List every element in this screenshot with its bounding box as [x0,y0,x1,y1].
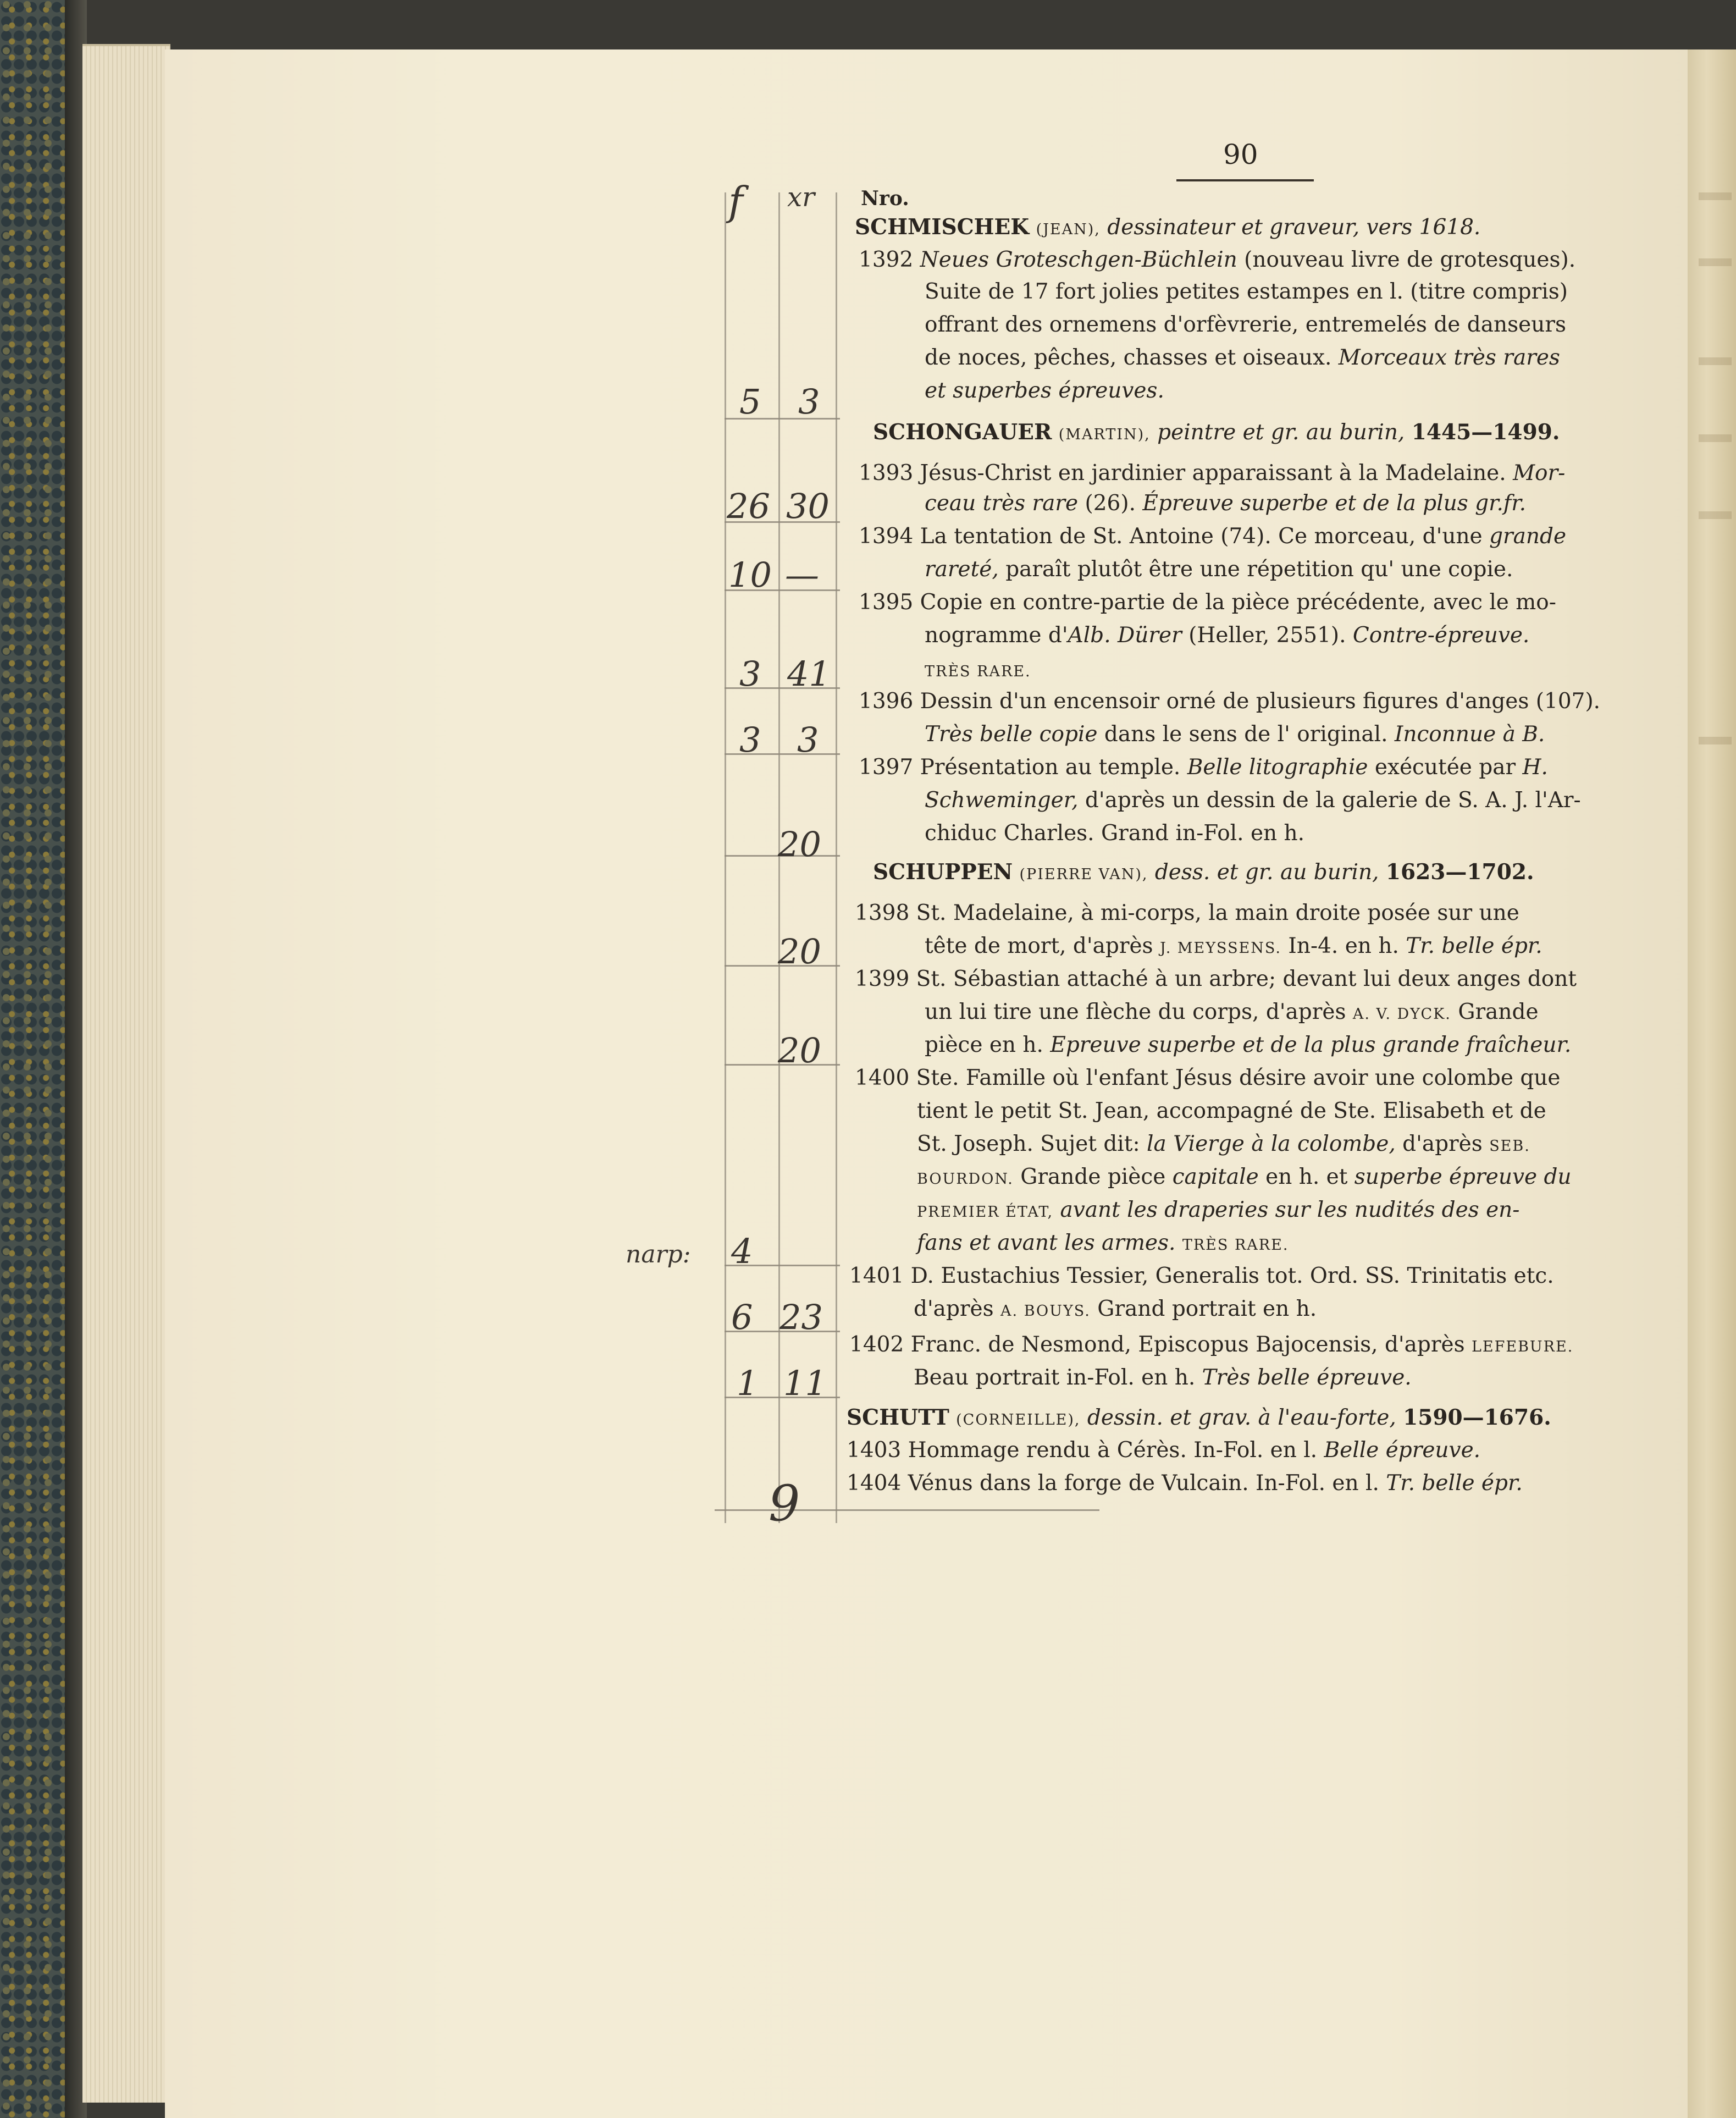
entry-1395: 1395 Copie en contre-partie de la pièce précédente, avec le mo- [859,590,1556,615]
entry-line: tête de mort, d'après J. MEYSSENS. In-4. en h. Tr. belle épr. [925,934,1543,958]
entry-line: d'après A. BOUYS. Grand portrait en h. [914,1297,1317,1321]
entry-1398: 1398 St. Madelaine, à mi-corps, la main droite posée sur une [855,901,1519,925]
entry-line: et superbes épreuves. [925,378,1164,403]
entry-1404: 1404 Vénus dans la forge de Vulcain. In-Fol. en l. Tr. belle épr. [847,1471,1523,1496]
entry-1392: 1392 Neues Groteschgen-Büchlein (nouveau livre de grotesques). [859,247,1576,272]
handwritten-price: 10 [728,555,772,595]
entry-1393: 1393 Jésus-Christ en jardinier apparaissant à la Madelaine. Mor- [859,461,1566,486]
handwritten-price: 4 [731,1231,753,1271]
handwritten-price: 41 [787,654,831,694]
handwritten-price: 20 [778,931,821,972]
handwritten-price: 5 [739,382,761,422]
ledger-rule-right [836,192,837,1523]
entry-line: Schweminger, d'après un dessin de la galerie de S. A. J. l'Ar- [925,788,1581,813]
handwritten-price: 3 [739,720,761,760]
entry-line: de noces, pêches, chasses et oiseaux. Morceaux très rares [925,345,1560,370]
entry-line: Très belle copie dans le sens de l' original. Inconnue à B. [925,722,1545,747]
top-dark-edge [0,0,1736,51]
entry-line: offrant des ornemens d'orfèvrerie, entremelés de danseurs [925,312,1566,337]
nro-label: Nro. [861,187,909,210]
entry-line: rareté, paraît plutôt être une répetition qu' une copie. [925,557,1513,582]
artist-heading-schmischek: SCHMISCHEK (JEAN), dessinateur et graveur, vers 1618. [855,214,1481,240]
entry-line: chiduc Charles. Grand in-Fol. en h. [925,821,1305,846]
artist-heading-schongauer: SCHONGAUER (MARTIN), peintre et gr. au burin, 1445—1499. [873,420,1560,445]
handwritten-price: 3 [797,720,819,760]
handwritten-price: 26 [727,486,770,526]
handwritten-price: — [785,555,819,595]
page-edges [82,44,170,2103]
entry-1403: 1403 Hommage rendu à Cérès. In-Fol. en l. Belle épreuve. [847,1438,1481,1463]
entry-line: St. Joseph. Sujet dit: la Vierge à la colombe, d'après SEB. [917,1132,1530,1156]
page-number: 90 [1223,139,1258,170]
handwritten-price: 9 [769,1475,800,1532]
handwritten-price: 30 [786,486,830,526]
entry-line: BOURDON. Grande pièce capitale en h. et superbe épreuve du [917,1165,1572,1189]
handwritten-price: 23 [779,1297,823,1337]
entry-1397: 1397 Présentation au temple. Belle litographie exécutée par H. [859,755,1548,780]
entry-line: nogramme d'Alb. Dürer (Heller, 2551). Contre-épreuve. [925,623,1530,648]
entry-line: PREMIER ÉTAT, avant les draperies sur les nudités des en- [917,1198,1520,1222]
handwritten-price: 1 [737,1363,759,1403]
entry-line: TRÈS RARE. [925,663,1031,680]
handwritten-price: 20 [778,1030,821,1071]
handwritten-price: 11 [783,1363,827,1403]
entry-1401: 1401 D. Eustachius Tessier, Generalis tot. Ord. SS. Trinitatis etc. [849,1264,1554,1288]
entry-1402: 1402 Franc. de Nesmond, Episcopus Bajocensis, d'après LEFEBURE. [849,1332,1574,1357]
entry-1396: 1396 Dessin d'un encensoir orné de plusieurs figures d'anges (107). [859,689,1601,714]
entry-line: Suite de 17 fort jolies petites estampes en l. (titre compris) [925,279,1568,304]
entry-1394: 1394 La tentation de St. Antoine (74). Ce morceau, d'une grande [859,524,1567,549]
handwritten-price: 20 [778,824,821,864]
handwritten-side-note: narp: [626,1240,691,1268]
next-page-edge [1688,49,1736,2118]
handwritten-col-head-b: xr [787,182,815,213]
artist-heading-schuppen: SCHUPPEN (PIERRE VAN), dess. et gr. au burin, 1623—1702. [873,859,1534,885]
entry-1400: 1400 Ste. Famille où l'enfant Jésus désire avoir une colombe que [855,1066,1561,1090]
page-number-rule [1176,179,1314,181]
handwritten-col-head-a: f [728,178,743,224]
handwritten-price: 3 [798,382,820,422]
entry-line: ceau très rare (26). Épreuve superbe et de la plus gr.fr. [925,491,1527,516]
handwritten-price: 3 [739,654,761,694]
entry-line: tient le petit St. Jean, accompagné de Ste. Elisabeth et de [917,1099,1546,1123]
entry-1399: 1399 St. Sébastian attaché à un arbre; devant lui deux anges dont [855,967,1577,991]
ledger-rule-left [725,192,726,1523]
handwritten-price: 6 [731,1297,753,1337]
artist-heading-schutt: SCHUTT (CORNEILLE), dessin. et grav. à l'eau-forte, 1590—1676. [847,1405,1551,1430]
entry-line: pièce en h. Epreuve superbe et de la plus grande fraîcheur. [925,1033,1572,1057]
entry-line: un lui tire une flèche du corps, d'après A. V. DYCK. Grande [925,1000,1539,1024]
entry-line: Beau portrait in-Fol. en h. Très belle épreuve. [914,1365,1412,1390]
entry-line: fans et avant les armes. TRÈS RARE. [917,1231,1289,1255]
